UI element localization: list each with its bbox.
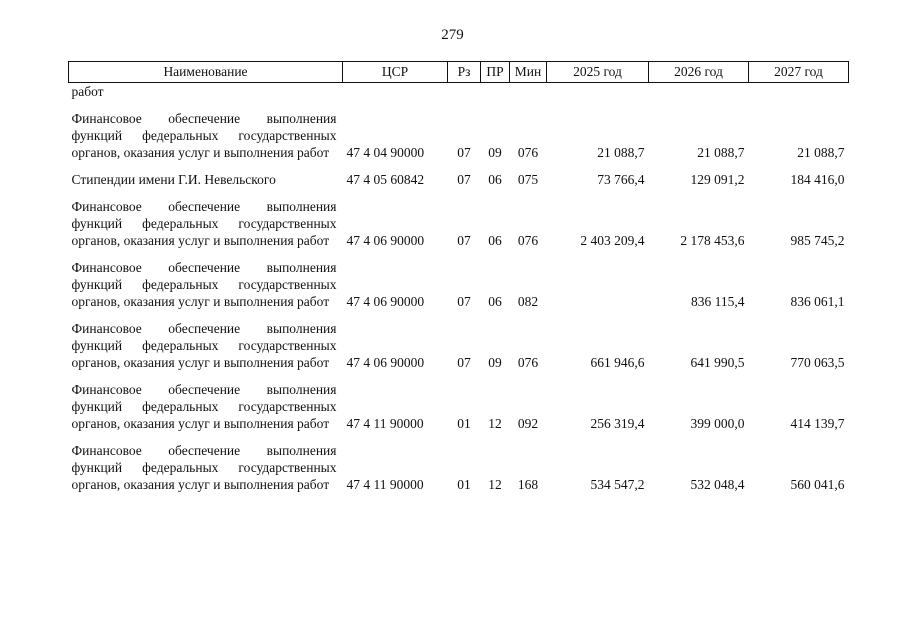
- row-name: Финансовое обеспечение выполнения функций федеральных государственных органов, оказания услуг и выполнения работ: [71, 199, 337, 248]
- row-pr: 06: [488, 233, 502, 248]
- table-row: [69, 259, 849, 310]
- row-name: Стипендии имени Г.И. Невельского: [71, 172, 276, 187]
- row-rz: 07: [457, 172, 471, 187]
- row-rz: 07: [457, 145, 471, 160]
- row-min: 076: [517, 145, 539, 160]
- header-pr: ПР: [481, 62, 510, 83]
- row-csr: 47 4 06 90000: [346, 355, 425, 370]
- row-2026: 129 091,2: [690, 172, 745, 187]
- table-header: [69, 62, 849, 83]
- table-row: [69, 442, 849, 493]
- row-2025: 256 319,4: [590, 416, 645, 431]
- row-2025: 73 766,4: [597, 172, 645, 187]
- row-2027: 836 061,1: [790, 294, 845, 309]
- row-2027: 770 063,5: [790, 355, 845, 370]
- row-name: Финансовое обеспечение выполнения функций федеральных государственных органов, оказания услуг и выполнения работ: [71, 443, 337, 492]
- row-min: 082: [517, 294, 539, 309]
- row-rz: 01: [457, 416, 471, 431]
- table-row: [69, 320, 849, 371]
- budget-table: [68, 61, 849, 493]
- row-pr: 06: [488, 294, 502, 309]
- header-2027: 2027 год: [749, 62, 849, 83]
- row-2026: 641 990,5: [690, 355, 745, 370]
- row-2027: 184 416,0: [790, 172, 845, 187]
- row-pr: 09: [488, 145, 502, 160]
- header-csr: ЦСР: [343, 62, 448, 83]
- row-min: 075: [517, 172, 539, 187]
- row-2027: 985 745,2: [790, 233, 845, 248]
- row-min: 092: [517, 416, 539, 431]
- row-pr: 12: [488, 416, 502, 431]
- row-min: 076: [517, 355, 539, 370]
- row-2027: 560 041,6: [790, 477, 845, 492]
- row-2026: 836 115,4: [691, 294, 745, 309]
- row-2026: 399 000,0: [690, 416, 745, 431]
- row-name: Финансовое обеспечение выполнения функций федеральных государственных органов, оказания услуг и выполнения работ: [71, 321, 337, 370]
- page-number: 279: [441, 27, 464, 43]
- row-csr: 47 4 05 60842: [346, 172, 425, 187]
- row-csr: 47 4 06 90000: [346, 233, 425, 248]
- row-csr: 47 4 04 90000: [346, 145, 425, 160]
- row-rz: 07: [457, 233, 471, 248]
- row-name: Финансовое обеспечение выполнения функций федеральных государственных органов, оказания услуг и выполнения работ: [71, 260, 337, 309]
- row-rz: 07: [457, 294, 471, 309]
- row-2025: 2 403 209,4: [580, 233, 645, 248]
- header-name: Наименование: [69, 62, 343, 83]
- row-2025: 21 088,7: [597, 145, 645, 160]
- header-2026: 2026 год: [649, 62, 749, 83]
- header-rz: Рз: [448, 62, 481, 83]
- table-body: [69, 83, 849, 494]
- row-pr: 12: [488, 477, 502, 492]
- row-2025: 534 547,2: [590, 477, 645, 492]
- row-csr: 47 4 06 90000: [346, 294, 425, 309]
- row-2026: 21 088,7: [697, 145, 745, 160]
- row-csr: 47 4 11 90000: [346, 416, 424, 431]
- row-rz: 01: [457, 477, 471, 492]
- row-2027: 21 088,7: [797, 145, 845, 160]
- row-pr: 09: [488, 355, 502, 370]
- row-min: 076: [517, 233, 539, 248]
- table-row: [69, 381, 849, 432]
- row-pr: 06: [488, 172, 502, 187]
- row-name: Финансовое обеспечение выполнения функций федеральных государственных органов, оказания услуг и выполнения работ: [71, 382, 337, 431]
- row-min: 168: [517, 477, 539, 492]
- row-rz: 07: [457, 355, 471, 370]
- row-2026: 2 178 453,6: [680, 233, 745, 248]
- continuation-row: [69, 83, 849, 101]
- table-row: [69, 171, 849, 188]
- row-2025: 661 946,6: [590, 355, 645, 370]
- continuation-text: работ: [71, 84, 104, 99]
- row-name: Финансовое обеспечение выполнения функций федеральных государственных органов, оказания услуг и выполнения работ: [71, 111, 337, 160]
- table-row: [69, 198, 849, 249]
- row-2025: [547, 259, 649, 310]
- row-csr: 47 4 11 90000: [346, 477, 424, 492]
- row-2026: 532 048,4: [690, 477, 745, 492]
- header-min: Мин: [510, 62, 547, 83]
- header-2025: 2025 год: [547, 62, 649, 83]
- table-row: [69, 110, 849, 161]
- row-2027: 414 139,7: [790, 416, 845, 431]
